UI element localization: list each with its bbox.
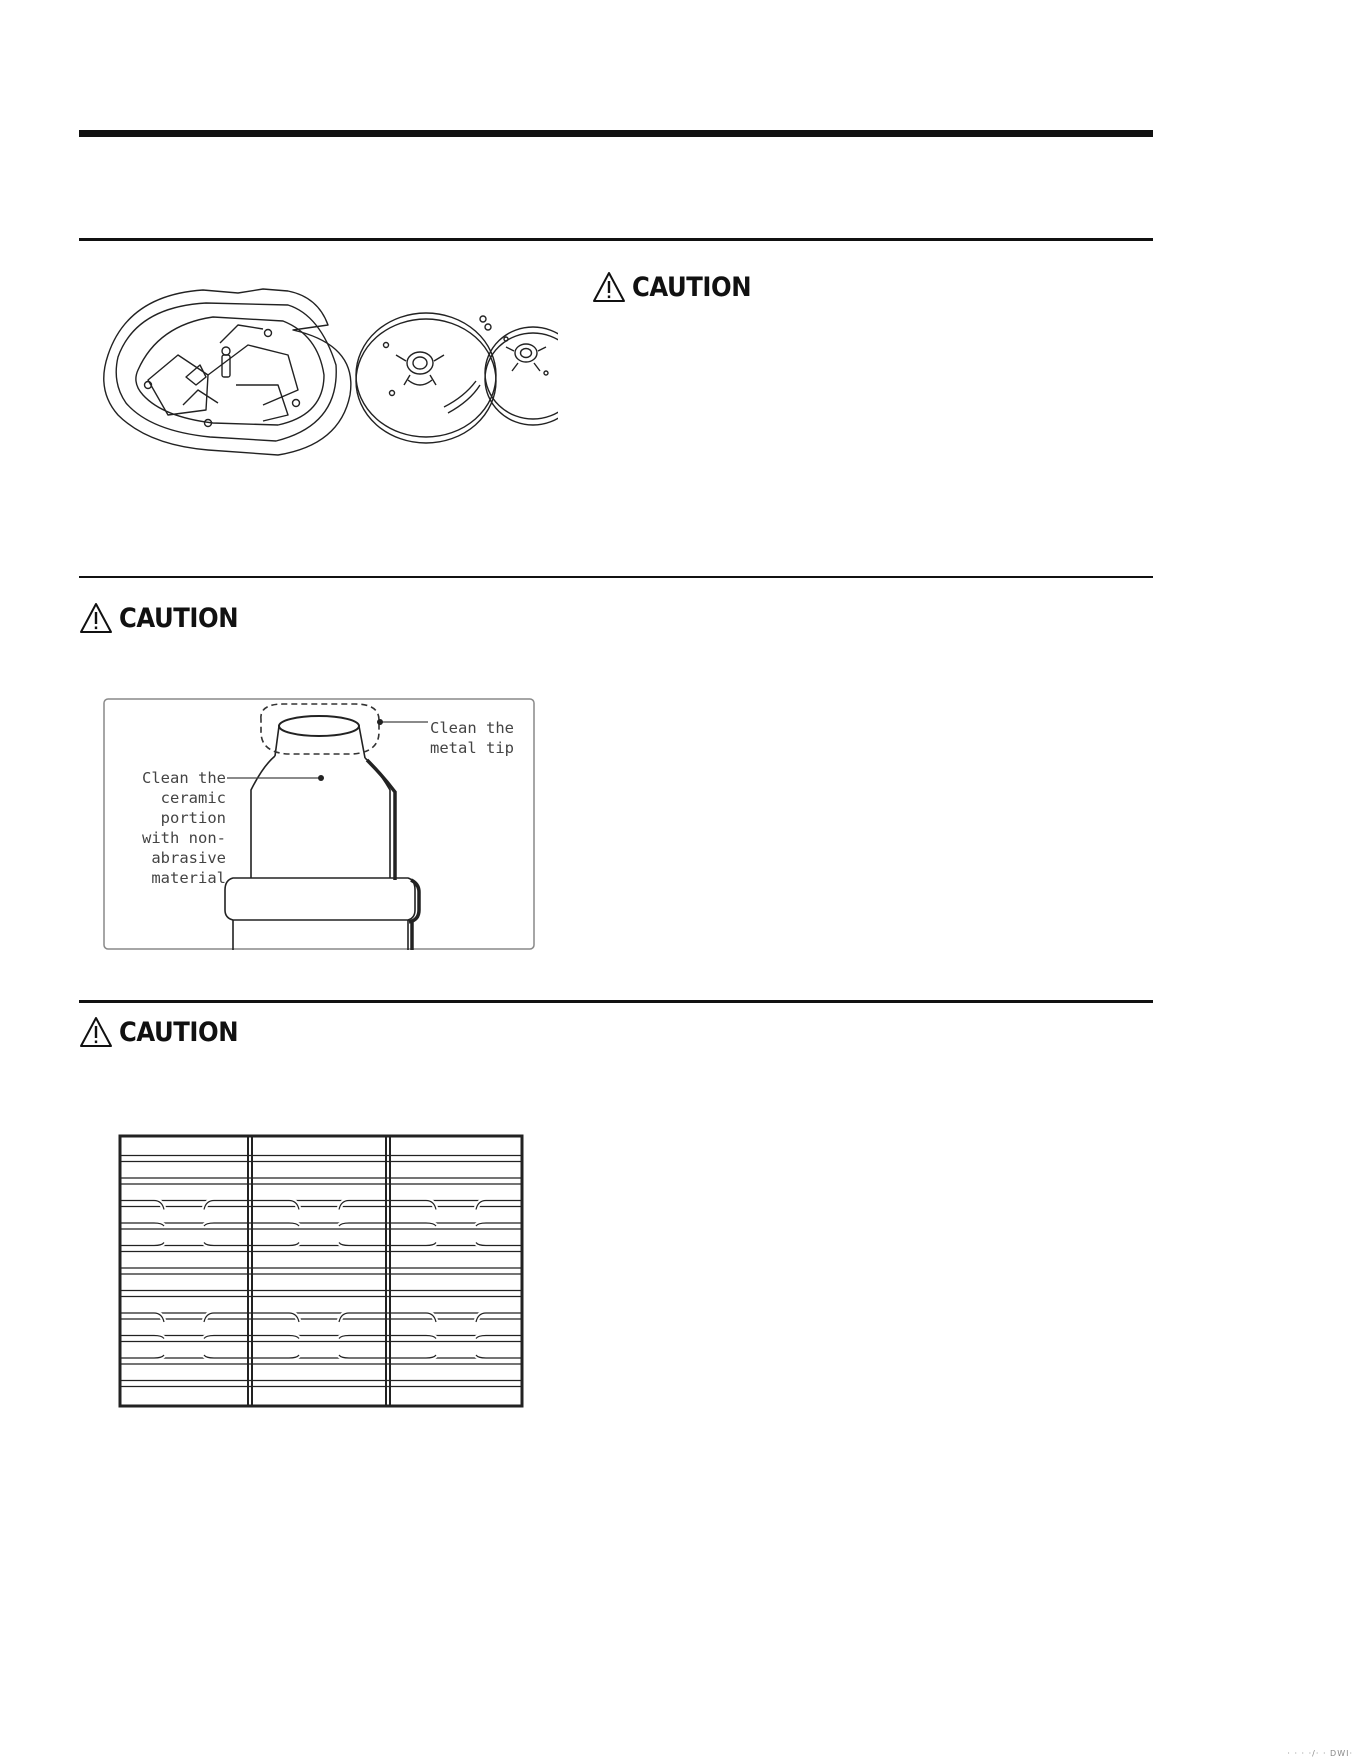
section-divider-3	[79, 1000, 1153, 1003]
caution-heading-2	[79, 602, 251, 634]
warning-triangle-icon	[592, 271, 626, 303]
metal-tip-callout: Clean the metal tip	[430, 719, 514, 757]
ceramic-portion-callout: Clean the ceramic portion with non- abrasive material	[142, 769, 226, 887]
caution-heading-3	[79, 1016, 251, 1048]
page-footer-fragment: · · · ·/· · DWI·	[1287, 1749, 1353, 1758]
burner-caps-svg	[88, 285, 558, 465]
warning-triangle-icon	[79, 1016, 113, 1048]
section-divider-1	[79, 238, 1153, 241]
caution-heading-1	[592, 271, 764, 303]
section-divider-2	[79, 576, 1153, 578]
caution-label: CAUTION	[119, 602, 239, 634]
burner-caps-illustration	[88, 285, 558, 465]
warning-triangle-icon	[79, 602, 113, 634]
grate-illustration	[116, 1132, 526, 1410]
grate-svg	[116, 1132, 526, 1410]
caution-label: CAUTION	[632, 271, 752, 303]
top-rule	[79, 130, 1153, 137]
caution-label: CAUTION	[119, 1016, 239, 1048]
